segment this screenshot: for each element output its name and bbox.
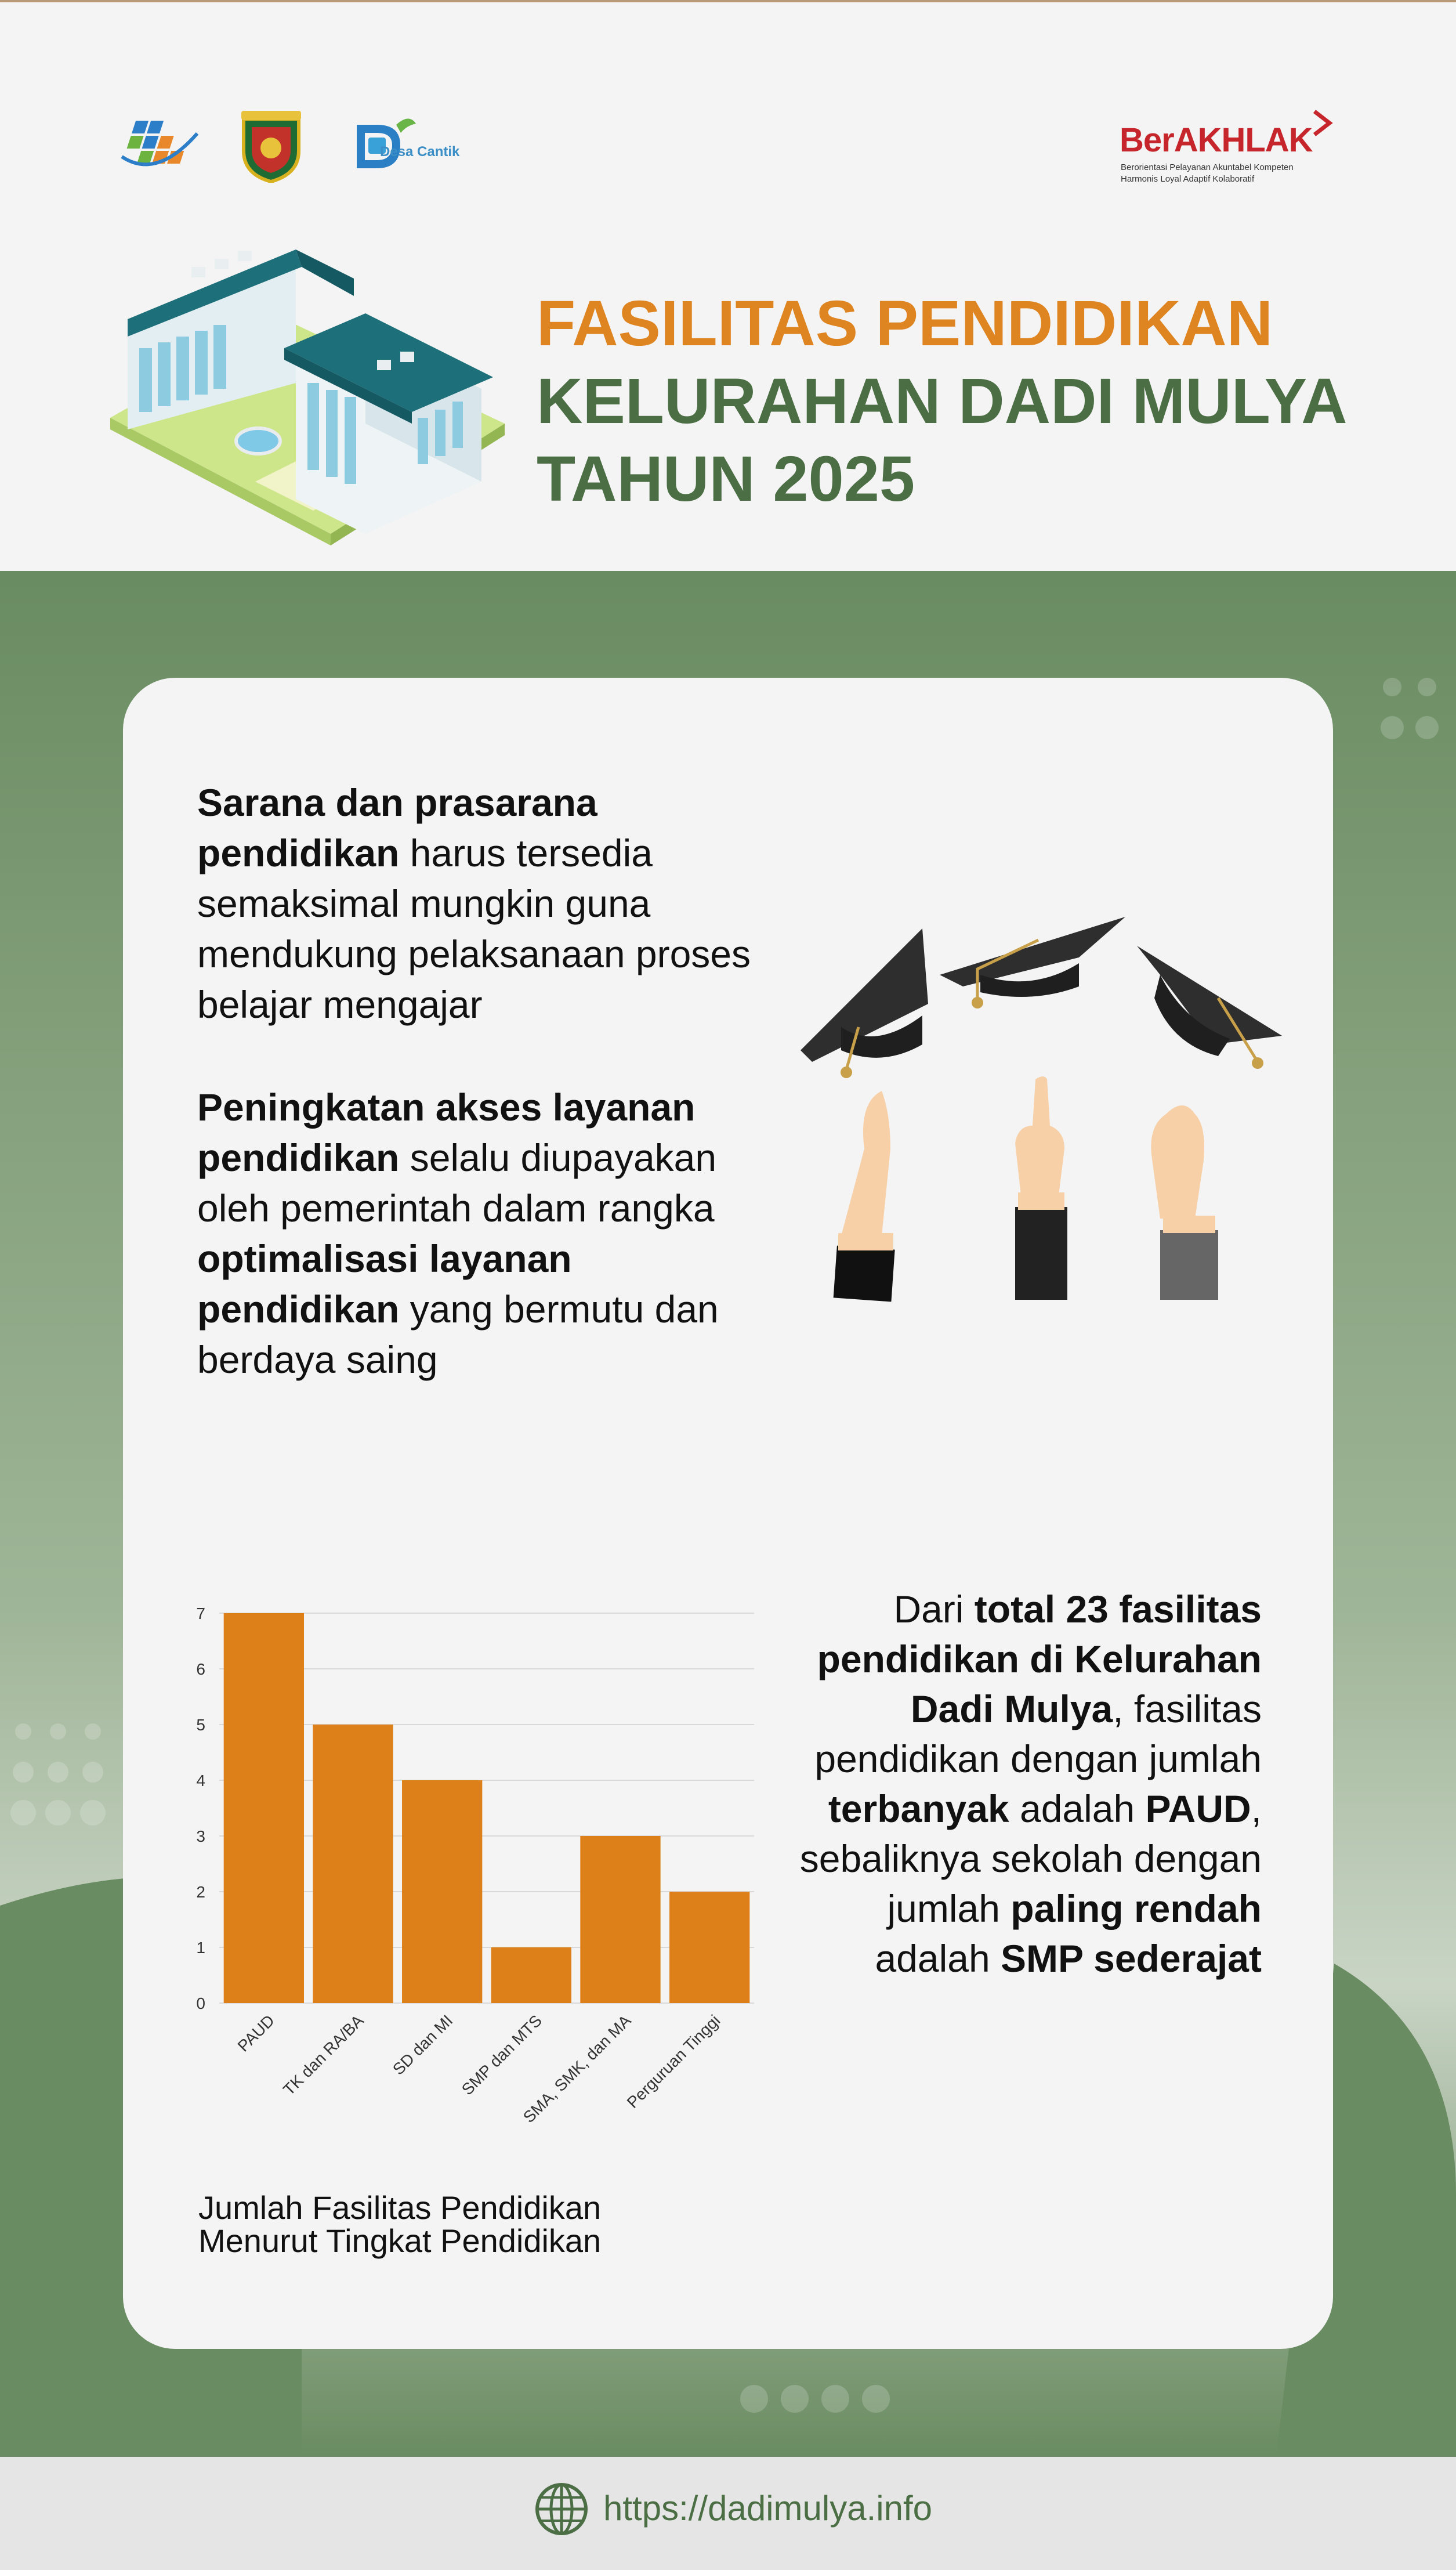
intro-p2-bold1: Peningkatan akses layanan pendidikan (197, 1086, 696, 1179)
bar (580, 1836, 660, 2003)
berakhlak-line1: Berorientasi Pelayanan Akuntabel Kompeten (1121, 162, 1294, 172)
globe-icon (534, 2481, 589, 2537)
x-tick-label: SMP dan MTS (458, 2011, 546, 2099)
regional-seal-icon (238, 107, 305, 183)
x-tick-label: Perguruan Tinggi (623, 2011, 724, 2112)
page-title-line1: FASILITAS PENDIDIKAN (537, 288, 1273, 359)
y-tick-label: 5 (196, 1716, 205, 1734)
berakhlak-logo (1120, 109, 1340, 190)
summary-text-3: adalah (1009, 1787, 1146, 1830)
intro-paragraph-1 (197, 778, 754, 1030)
y-tick-label: 7 (196, 1604, 205, 1622)
summary-bold-1: total 23 fasilitas pendidikan di Kelurahan Dadi Mulya (817, 1588, 1262, 1730)
summary-text-5: adalah (875, 1937, 1001, 1980)
summary-paragraph (783, 1584, 1262, 1983)
bar (491, 1947, 571, 2003)
chevron-right-icon (1311, 109, 1334, 138)
y-tick-label: 1 (196, 1939, 205, 1957)
page-title-line3: TAHUN 2025 (537, 443, 915, 515)
summary-text-2: , fasilitas pendidikan dengan jumlah (814, 1687, 1262, 1780)
y-tick-label: 3 (196, 1827, 205, 1845)
bar-chart (186, 1584, 772, 2159)
summary-bold-4: paling rendah (1010, 1887, 1262, 1930)
graduation-caps-hands-icon (789, 905, 1299, 1311)
education-facilities-chart (186, 1584, 772, 2159)
bps-logo-icon (116, 110, 203, 180)
intro-p1-bold: Sarana dan prasarana pendidikan (197, 781, 597, 874)
x-tick-label: SD dan MI (389, 2011, 457, 2079)
intro-p2-bold2: optimalisasi layanan pendidikan (197, 1237, 572, 1331)
intro-p1-text: harus tersedia semaksimal mungkin guna mendukung pelaksanaan proses belajar mengajar (197, 832, 751, 1026)
x-tick-label: TK dan RA/BA (280, 2011, 367, 2099)
bar (402, 1780, 482, 2003)
bar (224, 1613, 304, 2003)
bar (313, 1725, 393, 2003)
summary-bold-3: PAUD (1145, 1787, 1251, 1830)
chart-title-line2: Menurut Tingkat Pendidikan (198, 2222, 602, 2259)
chart-title-line1: Jumlah Fasilitas Pendidikan (198, 2189, 602, 2226)
y-tick-label: 2 (196, 1883, 205, 1901)
y-tick-label: 0 (196, 1994, 205, 2012)
berakhlak-word: BerAKHLAK (1120, 121, 1313, 159)
building-illustration-icon (110, 232, 505, 545)
summary-text-4: , sebaliknya sekolah dengan jumlah (799, 1787, 1262, 1930)
intro-paragraph-2 (197, 1082, 754, 1385)
intro-p2-text1: selalu diupayakan oleh pemerintah dalam rangka (197, 1136, 717, 1230)
summary-bold-2: terbanyak (828, 1787, 1009, 1830)
desa-cantik-text: Desa Cantik (380, 144, 460, 160)
x-tick-label: SMA, SMK, dan MA (519, 2011, 635, 2127)
summary-bold-5: SMP sederajat (1000, 1937, 1262, 1980)
bar (669, 1892, 749, 2003)
y-tick-label: 4 (196, 1772, 205, 1790)
website-link[interactable]: https://dadimulya.info (603, 2489, 932, 2528)
berakhlak-line2: Harmonis Loyal Adaptif Kolaboratif (1121, 174, 1255, 184)
page-title-line2: KELURAHAN DADI MULYA (537, 366, 1348, 437)
x-tick-label: PAUD (234, 2011, 278, 2055)
chart-title (198, 2191, 778, 2257)
y-tick-label: 6 (196, 1660, 205, 1678)
summary-text-1: Dari (893, 1588, 975, 1631)
intro-p2-text2: yang bermutu dan berdaya saing (197, 1288, 719, 1381)
